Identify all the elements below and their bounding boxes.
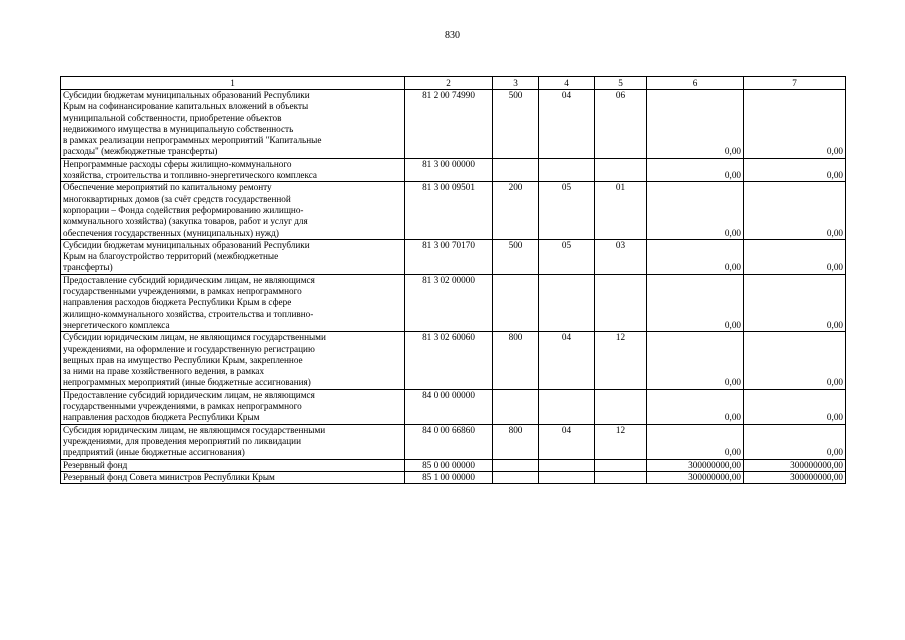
expense-type-cell: 800 [493,332,539,389]
expense-type-cell [493,471,539,483]
budget-table [60,76,846,484]
row-description [61,471,405,483]
amount-year-1-cell: 0,00 [647,389,744,424]
subsection-cell: 03 [595,239,647,274]
target-code-cell: 81 3 02 60060 [405,332,493,389]
row-description [61,389,405,424]
amount-year-2-cell: 0,00 [744,90,846,159]
header-cell: 2 [405,77,493,90]
row-description [61,459,405,471]
table-row [61,182,846,239]
amount-year-2-cell: 0,00 [744,332,846,389]
header-cell: 3 [493,77,539,90]
description-line: корпорации – Фонда содействия реформированию жилищно- [63,204,304,215]
amount-year-1-cell: 0,00 [647,274,744,331]
description-line: государственными учреждениями, в рамках непрограммного [63,286,302,297]
table-row [61,471,846,483]
row-description [61,158,405,182]
row-description [61,90,405,159]
description-line: трансферты) [63,262,113,273]
amount-year-2-cell: 0,00 [744,389,846,424]
table-row [61,90,846,159]
amount-year-1-cell: 300000000,00 [647,459,744,471]
description-line: Резервный фонд [63,459,128,470]
row-description [61,274,405,331]
description-line: Субсидии бюджетам муниципальных образований Республики [63,239,310,250]
amount-year-2-cell: 0,00 [744,239,846,274]
header-cell: 7 [744,77,846,90]
description-line: Предоставление субсидий юридическим лицам, не являющимся [63,274,315,285]
description-line: коммунального хозяйства) (закупка товаров, работ и услуг для [63,216,308,227]
header-cell: 5 [595,77,647,90]
expense-type-cell: 800 [493,424,539,459]
target-code-cell: 81 3 00 70170 [405,239,493,274]
table-row [61,158,846,182]
target-code-cell: 81 2 00 74990 [405,90,493,159]
table-row [61,332,846,389]
section-cell: 04 [539,332,595,389]
amount-year-1-cell: 0,00 [647,90,744,159]
target-code-cell: 81 3 00 00000 [405,158,493,182]
header-cell: 1 [61,77,405,90]
description-line: направления расходов бюджета Республики Крым в сфере [63,297,292,308]
section-cell: 04 [539,90,595,159]
subsection-cell [595,274,647,331]
description-line: недвижимого имущества в муниципальную собственность [63,123,294,134]
subsection-cell [595,389,647,424]
description-line: в рамках реализации непрограммных мероприятий "Капитальные [63,135,322,146]
page-number: 830 [445,30,460,41]
table-row [61,424,846,459]
amount-year-2-cell: 0,00 [744,274,846,331]
amount-year-2-cell: 0,00 [744,424,846,459]
section-cell [539,459,595,471]
row-description [61,424,405,459]
row-description [61,332,405,389]
target-code-cell: 84 0 00 66860 [405,424,493,459]
description-line: Крым на софинансирование капитальных вложений в объекты [63,101,309,112]
expense-type-cell [493,274,539,331]
description-line: непрограммных мероприятий (иные бюджетные ассигнования) [63,377,311,388]
amount-year-2-cell: 0,00 [744,182,846,239]
description-line: Предоставление субсидий юридическим лицам, не являющимся [63,389,315,400]
amount-year-2-cell: 300000000,00 [744,459,846,471]
table-row [61,389,846,424]
target-code-cell: 81 3 02 00000 [405,274,493,331]
section-cell: 04 [539,424,595,459]
subsection-cell: 12 [595,424,647,459]
description-line: Субсидии юридическим лицам, не являющимся государственными [63,332,326,343]
expense-type-cell: 200 [493,182,539,239]
amount-year-2-cell: 0,00 [744,158,846,182]
section-cell [539,471,595,483]
description-line: многоквартирных домов (за счёт средств государственной [63,193,291,204]
description-line: учреждениями, для проведения мероприятий по ликвидации [63,435,302,446]
subsection-cell: 01 [595,182,647,239]
amount-year-1-cell: 0,00 [647,182,744,239]
description-line: Резервный фонд Совета министров Республики Крым [63,471,275,482]
description-line: жилищно-коммунального хозяйства, строительства и топливно- [63,308,314,319]
expense-type-cell [493,158,539,182]
description-line: вещных прав на имущество Республики Крым, закрепленное [63,354,303,365]
section-cell [539,274,595,331]
header-row [61,77,846,90]
amount-year-1-cell: 300000000,00 [647,471,744,483]
description-line: хозяйства, строительства и топливно-энергетического комплекса [63,170,318,181]
description-line: расходы" (межбюджетные трансферты) [63,146,218,157]
description-line: Непрограммные расходы сферы жилищно-коммунального [63,158,292,169]
header-cell: 4 [539,77,595,90]
expense-type-cell [493,459,539,471]
row-description [61,239,405,274]
subsection-cell [595,459,647,471]
section-cell: 05 [539,239,595,274]
table-row [61,459,846,471]
target-code-cell: 85 1 00 00000 [405,471,493,483]
amount-year-1-cell: 0,00 [647,332,744,389]
table-row [61,274,846,331]
header-cell: 6 [647,77,744,90]
description-line: предприятий (иные бюджетные ассигнования) [63,447,245,458]
description-line: муниципальной собственности, приобретение объектов [63,112,282,123]
description-line: государственными учреждениями, в рамках непрограммного [63,401,302,412]
section-cell: 05 [539,182,595,239]
target-code-cell: 85 0 00 00000 [405,459,493,471]
subsection-cell [595,471,647,483]
expense-type-cell: 500 [493,90,539,159]
table-body [61,90,846,484]
amount-year-1-cell: 0,00 [647,158,744,182]
description-line: направления расходов бюджета Республики Крым [63,412,260,423]
amount-year-1-cell: 0,00 [647,424,744,459]
description-line: Субсидии бюджетам муниципальных образований Республики [63,90,310,100]
table-row [61,239,846,274]
description-line: обеспечения государственных (муниципальных) нужд) [63,227,279,238]
subsection-cell: 12 [595,332,647,389]
amount-year-1-cell: 0,00 [647,239,744,274]
description-line: Субсидия юридическим лицам, не являющимся государственными [63,424,326,435]
target-code-cell: 81 3 00 09501 [405,182,493,239]
section-cell [539,158,595,182]
description-line: за ними на праве хозяйственного ведения, в рамках [63,366,265,377]
subsection-cell: 06 [595,90,647,159]
expense-type-cell [493,389,539,424]
description-line: учреждениями, на оформление и государственную регистрацию [63,343,315,354]
amount-year-2-cell: 300000000,00 [744,471,846,483]
description-line: Крым на благоустройство территорий (межбюджетные [63,251,279,262]
row-description [61,182,405,239]
description-line: энергетического комплекса [63,319,170,330]
expense-type-cell: 500 [493,239,539,274]
section-cell [539,389,595,424]
subsection-cell [595,158,647,182]
description-line: Обеспечение мероприятий по капитальному ремонту [63,182,272,193]
target-code-cell: 84 0 00 00000 [405,389,493,424]
